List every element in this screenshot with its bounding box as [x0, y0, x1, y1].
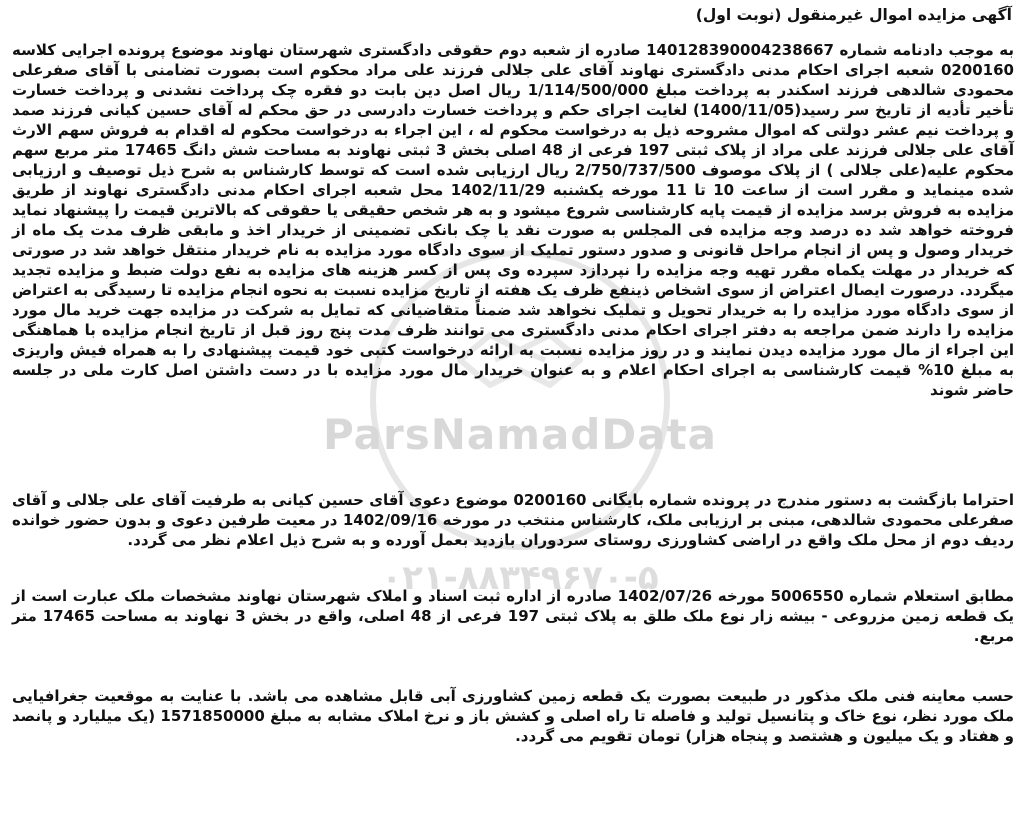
- registry-inquiry-paragraph: مطابق استعلام شماره 5006550 مورخه 1402/07/26 صادره از اداره ثبت اسناد و املاک شهرستان نهاوند مشخصات ملک عبارت است از یک قطعه زمین مزروعی - بیشه زار نوع ملک طلق به پلاک ثبتی 197 فرعی از 48 اصلی، واقع در بخش 3 نهاوند به مساحت 17465 متر مربع.: [12, 587, 1014, 645]
- watermark-phone: ۰۲۱-۸۸۳۴۹۶۷۰-۵: [381, 558, 659, 598]
- notice-title: آگهی مزایده اموال غیرمنقول (نوبت اول): [695, 6, 1012, 24]
- watermark-brand: ParsNamadData: [323, 410, 717, 459]
- auction-details-paragraph: به موجب دادنامه شماره 140128390004238667 صادره از شعبه دوم حقوقی دادگستری شهرستان نهاوند موضوع پرونده اجرایی کلاسه 0200160 شعبه اجرای احکام مدنی دادگستری نهاوند آقای علی جلالی فرزند علی مراد محکوم است بصورت تضامنی با آقای صفرعلی محمودی شالدهی فرزند اسکندر به پرداخت مبلغ 1/114/500/000 ریال اصل دین بابت دو فقره چک پرداخت نشدنی و پرداخت خسارت تأخیر تأدیه از تاریخ سر رسید(1400/11/05) لغایت اجرای حکم و پرداخت خسارت دادرسی در حق محکم له آقای حسین کیانی فرزند صمد و پرداخت نیم عشر دولتی که اموال مشروحه ذیل به درخواست محکوم له ، این اجراء به درخواست محکوم له اقدام به فروش سهم الارث آقای علی جلالی فرزند علی مراد از پلاک ثبتی 197 فرعی از 48 اصلی بخش 3 ثبتی نهاوند به مساحت شش دانگ 17465 متر مربع سهم محکوم علیه(علی جلالی ) از پلاک موصوف 2/750/737/500 ریال ارزیابی شده است که توسط کارشناس به شرح ذیل توصیف و ارزیابی شده مینماید و مقرر است از ساعت 10 تا 11 مورخه یکشنبه 1402/11/29 محل شعبه اجرای احکام مدنی دادگستری نهاوند از طریق مزایده به فروش برسد مزایده از قیمت پایه کارشناسی شروع میشود و به هر شخص حقیقی یا حقوقی که بالاترین قیمت را پیشنهاد نماید فروخته خواهد شد ده درصد وجه مزایده فی المجلس به صورت نقد یا چک بانکی تضمینی از خریدار اخذ و مابقی ظرف مدت یک ماه از خریدار وصول و پس از انجام مراحل قانونی و صدور دستور تملیک از سوی دادگاه مورد مزایده به نام خریدار منتقل خواهد شد در صورتی که خریدار در مهلت یکماه مقرر تهیه وجه مزایده را نپردازد سپرده وی پس از کسر هزینه های مزایده به نفع دولت ضبط و مزایده تجدید میگردد. درصورت ایصال اعتراض از سوی اشخاص ذینفع ظرف یک هفته از تاریخ مزایده نسبت به نحوه انجام مزایده تا رسیدگی به اعتراض از سوی دادگاه مورد مزایده را به خریدار تحویل و تملیک نخواهد شد ضمناً متقاضیانی که تمایل به شرکت در مزایده جهت خرید مال مورد مزایده را دارند ضمن مراجعه به دفتر اجرای احکام مدنی دادگستری می توانند ظرف مدت پنج روز قبل از تاریخ انجام مزایده با هماهنگی این اجراء از مال مورد مزایده دیدن نمایند و در روز مزایده نسبت به ارائه درخواست کتبی خود قیمت پیشنهادی را به همراه فیش واریزی به مبلغ 10% قیمت کارشناسی به اجرای احکام اعلام و به عنوان خریدار مال مورد مزایده با در دست داشتن اصل کارت ملی در جلسه حاضر شوند: [12, 41, 1015, 399]
- valuation-paragraph: حسب معاینه فنی ملک مذکور در طبیعت بصورت یک قطعه زمین کشاورزی آبی قابل مشاهده می باشد. با عنایت به موقعیت جغرافیایی ملک مورد نظر، نوع خاک و پتانسیل تولید و فاصله تا راه اصلی و کشش باز و نرخ املاک مشابه به مبلغ 1571850000 (یک میلیارد و پانصد و هفتاد و یک میلیون و هشتصد و پنجاه هزار) تومان تقویم می گردد.: [12, 687, 1014, 745]
- expert-visit-paragraph: احتراما بازگشت به دستور مندرج در پرونده شماره بایگانی 0200160 موضوع دعوی آقای حسین کیانی به طرفیت آقای علی جلالی و آقای صفرعلی محمودی شالدهی، مبنی بر ارزیابی ملک، کارشناس منتخب در مورخه 1402/09/16 در معیت طرفین دعوی و بدون حضور خوانده ردیف دوم از محل ملک واقع در اراضی کشاورزی روستای سردوران بازدید بعمل آورده و به شرح ذیل اعلام نظر می گردد.: [12, 491, 1014, 549]
